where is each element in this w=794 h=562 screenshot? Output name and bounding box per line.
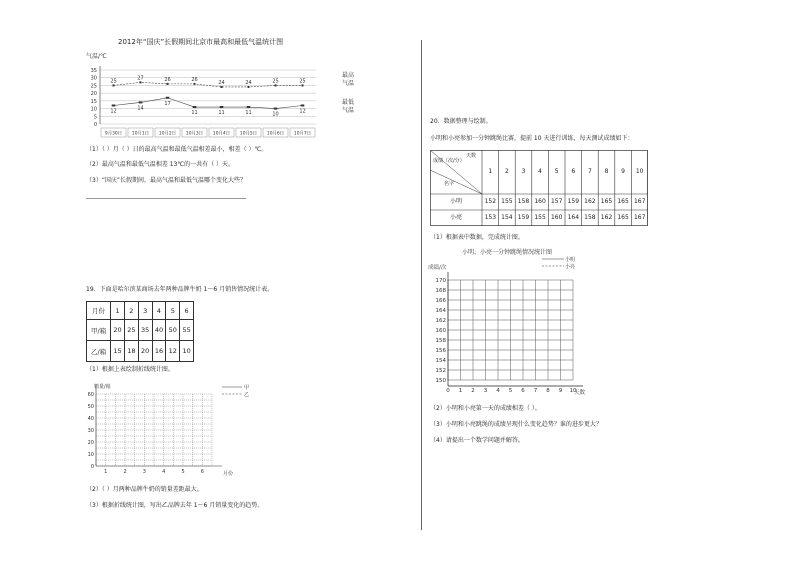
x-tick-label: 10 bbox=[569, 388, 577, 394]
table-header: 2 bbox=[124, 302, 138, 320]
y-tick-label: 0 bbox=[90, 463, 94, 470]
y-tick-label: 50 bbox=[87, 403, 94, 410]
table-cell: 157 bbox=[550, 198, 563, 205]
table-cell: 50 bbox=[166, 320, 180, 341]
corner-score: 成绩（次/分） bbox=[433, 158, 465, 164]
milk-sales-table bbox=[86, 301, 194, 362]
y-tick-label: 40 bbox=[87, 415, 94, 422]
legend-low-2: 气温 bbox=[342, 107, 355, 114]
temp-chart-ylabel: 气温/℃ bbox=[86, 53, 107, 60]
y-tick-label: 164 bbox=[435, 308, 446, 314]
table-cell: 158 bbox=[517, 198, 530, 205]
data-label-low: 14 bbox=[137, 105, 144, 112]
legend-b: 乙 bbox=[244, 392, 250, 398]
x-tick-label: 10月2日 bbox=[158, 131, 177, 137]
y-tick-label: 158 bbox=[435, 338, 446, 344]
day-header: 1 bbox=[488, 168, 493, 175]
data-label-low: 11 bbox=[245, 110, 252, 117]
point-low bbox=[193, 106, 197, 108]
x-tick-label: 10月7日 bbox=[293, 131, 312, 137]
x-tick-label: 9月30日 bbox=[104, 131, 123, 137]
data-label-low: 12 bbox=[110, 108, 117, 115]
table-cell: 16 bbox=[152, 341, 166, 362]
jump-chart-ylabel: 成绩/次 bbox=[428, 265, 447, 271]
data-label-high: 25 bbox=[110, 78, 117, 85]
x-tick-label: 10月1日 bbox=[131, 131, 150, 137]
data-label-high: 24 bbox=[218, 79, 225, 86]
x-tick-label: 2 bbox=[471, 388, 475, 394]
point-high bbox=[275, 84, 277, 86]
q20-sub3: （3）小明和小亮跳绳的成绩呈现什么变化趋势？谁的进步更大？ bbox=[430, 421, 602, 428]
point-low bbox=[301, 104, 305, 106]
table-cell: 165 bbox=[600, 198, 613, 205]
y-tick-label: 152 bbox=[435, 368, 446, 374]
x-tick-label: 3 bbox=[483, 388, 488, 394]
y-tick-label: 20 bbox=[90, 91, 97, 98]
point-low bbox=[166, 97, 170, 99]
table-cell: 159 bbox=[517, 214, 530, 221]
table-header: 4 bbox=[152, 302, 166, 320]
data-label-high: 26 bbox=[191, 76, 198, 83]
x-tick-label: 10月5日 bbox=[239, 131, 258, 137]
jump-line-chart bbox=[424, 246, 614, 400]
point-high bbox=[221, 86, 223, 88]
day-header: 10 bbox=[635, 168, 644, 175]
corner-days: 天数 bbox=[466, 153, 477, 159]
milk-chart-ylabel: 销量/箱 bbox=[94, 384, 111, 390]
table-cell: 20 bbox=[111, 320, 125, 341]
x-tick-label: 9 bbox=[558, 388, 563, 394]
milk-chart-xlabel: 月份 bbox=[223, 471, 234, 477]
data-label-high: 25 bbox=[299, 78, 306, 85]
x-tick-label: 1 bbox=[104, 469, 108, 475]
x-tick-label: 6 bbox=[200, 469, 204, 475]
data-label-high: 25 bbox=[272, 78, 279, 85]
y-tick-label: 30 bbox=[90, 75, 97, 82]
q19-sub2: （2）（ ）月两种品牌牛奶的销量差距最大。 bbox=[86, 486, 203, 493]
point-low bbox=[247, 106, 251, 108]
table-cell: 158 bbox=[584, 214, 596, 221]
point-high bbox=[248, 86, 250, 88]
table-cell: 162 bbox=[584, 198, 596, 205]
data-label-low: 11 bbox=[191, 110, 198, 117]
jump-chart-title: 小明、小亮一分钟跳绳情况统计图 bbox=[462, 249, 553, 256]
table-cell: 15 bbox=[111, 341, 125, 362]
table-cell: 162 bbox=[600, 214, 613, 221]
corner-diagonal bbox=[430, 170, 482, 194]
y-tick-label: 168 bbox=[435, 288, 446, 294]
y-tick-label: 166 bbox=[435, 298, 446, 304]
point-low bbox=[112, 104, 116, 106]
y-tick-label: 150 bbox=[435, 378, 446, 384]
table-cell: 154 bbox=[501, 214, 513, 221]
x-tick-label: 4 bbox=[496, 388, 500, 394]
y-tick-label: 156 bbox=[435, 348, 446, 354]
x-tick-label: 7 bbox=[533, 388, 538, 394]
answer-line bbox=[86, 198, 246, 199]
q20-sub4: （4）请提出一个数学问题并解答。 bbox=[430, 437, 524, 444]
table-header: 1 bbox=[111, 302, 125, 320]
y-tick-label: 170 bbox=[435, 278, 446, 284]
q20-sub1: （1）根据表中数据，完成统计图。 bbox=[430, 234, 524, 241]
y-tick-label: 60 bbox=[87, 391, 94, 398]
table-cell: 165 bbox=[617, 198, 629, 205]
day-header: 5 bbox=[554, 168, 559, 175]
data-label-low: 11 bbox=[218, 110, 225, 117]
y-tick-label: 154 bbox=[435, 358, 446, 364]
table-cell: 160 bbox=[534, 198, 546, 205]
table-cell: 甲/箱 bbox=[87, 320, 111, 341]
x-tick-label: 2 bbox=[123, 469, 127, 475]
table-cell: 20 bbox=[138, 341, 152, 362]
day-header: 3 bbox=[521, 168, 526, 175]
x-tick-label: 1 bbox=[458, 388, 463, 394]
day-header: 2 bbox=[504, 168, 509, 175]
table-cell: 55 bbox=[180, 320, 194, 341]
y-tick-label: 25 bbox=[90, 83, 97, 90]
q19-intro: 19．下面是哈尔滨某商场去年两种品牌牛奶 1～6 月销售情况统计表。 bbox=[86, 286, 274, 293]
x-tick-label: 6 bbox=[521, 388, 525, 394]
x-tick-label: 10月3日 bbox=[185, 131, 204, 137]
y-tick-label: 20 bbox=[87, 439, 94, 446]
point-high bbox=[167, 83, 169, 85]
table-header: 3 bbox=[138, 302, 152, 320]
x-tick-label: 0 bbox=[446, 388, 450, 394]
q18-line-1: （1）（ ）月（ ）日的最高气温和最低气温相差最小，相差（ ）℃。 bbox=[86, 146, 268, 153]
table-cell: 153 bbox=[484, 214, 497, 221]
q20-intro: 小明和小亮参加一分钟跳绳比赛，提前 10 天进行训练，每天测试成绩如下： bbox=[430, 135, 634, 142]
table-cell: 167 bbox=[633, 198, 646, 205]
data-label-high: 24 bbox=[245, 79, 252, 86]
q20-sub2: （2）小明和小亮第一天的成绩相差（ ）。 bbox=[430, 405, 541, 412]
data-label-low: 12 bbox=[299, 108, 306, 115]
table-cell: 155 bbox=[501, 198, 513, 205]
q18-line-3: （3）“国庆”长假期间，最高气温和最低气温哪个变化大些？ bbox=[86, 177, 247, 184]
table-cell: 乙/箱 bbox=[87, 341, 111, 362]
legend-high-2: 气温 bbox=[342, 80, 355, 87]
temp-chart-title: 2012年“国庆”长假期间北京市最高和最低气温统计图 bbox=[118, 38, 284, 46]
q19-sub3: （3）根据折线统计图，写出乙品牌去年 1～6 月销量变化的趋势。 bbox=[86, 502, 264, 509]
q19-sub1: （1）根据上表绘制折线统计图。 bbox=[86, 366, 174, 373]
table-cell: 18 bbox=[124, 341, 138, 362]
point-high bbox=[140, 81, 142, 83]
y-tick-label: 162 bbox=[435, 318, 446, 324]
table-header: 月份 bbox=[87, 302, 111, 320]
data-label-low: 17 bbox=[164, 100, 171, 107]
column-divider bbox=[421, 40, 422, 530]
table-cell: 10 bbox=[180, 341, 194, 362]
x-tick-label: 8 bbox=[546, 388, 550, 394]
x-tick-label: 5 bbox=[181, 469, 185, 475]
table-cell: 35 bbox=[138, 320, 152, 341]
table-cell: 152 bbox=[484, 198, 497, 205]
y-tick-label: 10 bbox=[87, 451, 94, 458]
y-tick-label: 30 bbox=[87, 427, 94, 434]
row-name: 小亮 bbox=[449, 214, 462, 221]
milk-empty-chart bbox=[84, 380, 254, 482]
temp-chart bbox=[80, 48, 370, 143]
table-header: 6 bbox=[180, 302, 194, 320]
y-tick-label: 5 bbox=[93, 114, 97, 121]
x-tick-label: 4 bbox=[162, 469, 166, 475]
table-cell: 25 bbox=[124, 320, 138, 341]
day-header: 8 bbox=[604, 168, 609, 175]
table-cell: 12 bbox=[166, 341, 180, 362]
point-low bbox=[139, 101, 143, 103]
y-tick-label: 15 bbox=[90, 98, 97, 105]
y-tick-label: 160 bbox=[435, 328, 446, 334]
table-cell: 40 bbox=[152, 320, 166, 341]
table-header: 5 bbox=[166, 302, 180, 320]
y-tick-label: 10 bbox=[90, 106, 97, 113]
table-cell: 160 bbox=[550, 214, 563, 221]
x-tick-label: 10月6日 bbox=[266, 131, 285, 137]
day-header: 4 bbox=[538, 168, 542, 175]
legend-high-1: 最高 bbox=[342, 72, 355, 79]
legend-low-1: 最低 bbox=[342, 99, 355, 106]
jump-legend-b: 小亮 bbox=[565, 264, 576, 270]
point-high bbox=[113, 84, 115, 86]
table-cell: 159 bbox=[567, 198, 580, 205]
corner-name: 名字 bbox=[444, 181, 455, 187]
x-tick-label: 5 bbox=[508, 388, 513, 394]
data-label-low: 10 bbox=[272, 111, 279, 118]
row-name: 小明 bbox=[449, 198, 462, 205]
jump-score-table bbox=[430, 150, 648, 226]
data-label-high: 27 bbox=[137, 75, 144, 82]
table-cell: 164 bbox=[567, 214, 580, 221]
q20-title: 20．数据整理与绘制。 bbox=[430, 118, 492, 125]
data-label-high: 26 bbox=[164, 76, 171, 83]
day-header: 9 bbox=[621, 168, 625, 175]
x-tick-label: 10月4日 bbox=[212, 131, 231, 137]
y-tick-label: 35 bbox=[90, 68, 97, 74]
q18-line-2: （2）最高气温和最低气温相差 13℃的一共有（ ）天。 bbox=[86, 161, 235, 168]
table-cell: 155 bbox=[534, 214, 546, 221]
table-cell: 167 bbox=[633, 214, 646, 221]
table-cell: 165 bbox=[617, 214, 629, 221]
legend-a: 甲 bbox=[244, 385, 250, 391]
point-high bbox=[194, 83, 196, 85]
point-high bbox=[302, 84, 304, 86]
point-low bbox=[220, 106, 224, 108]
point-low bbox=[274, 108, 278, 110]
jump-chart-xlabel: 天数 bbox=[574, 390, 586, 396]
day-header: 7 bbox=[587, 168, 592, 175]
jump-legend-a: 小明 bbox=[565, 257, 576, 263]
day-header: 6 bbox=[571, 168, 576, 175]
x-tick-label: 3 bbox=[142, 469, 146, 475]
y-tick-label: 0 bbox=[93, 122, 97, 128]
